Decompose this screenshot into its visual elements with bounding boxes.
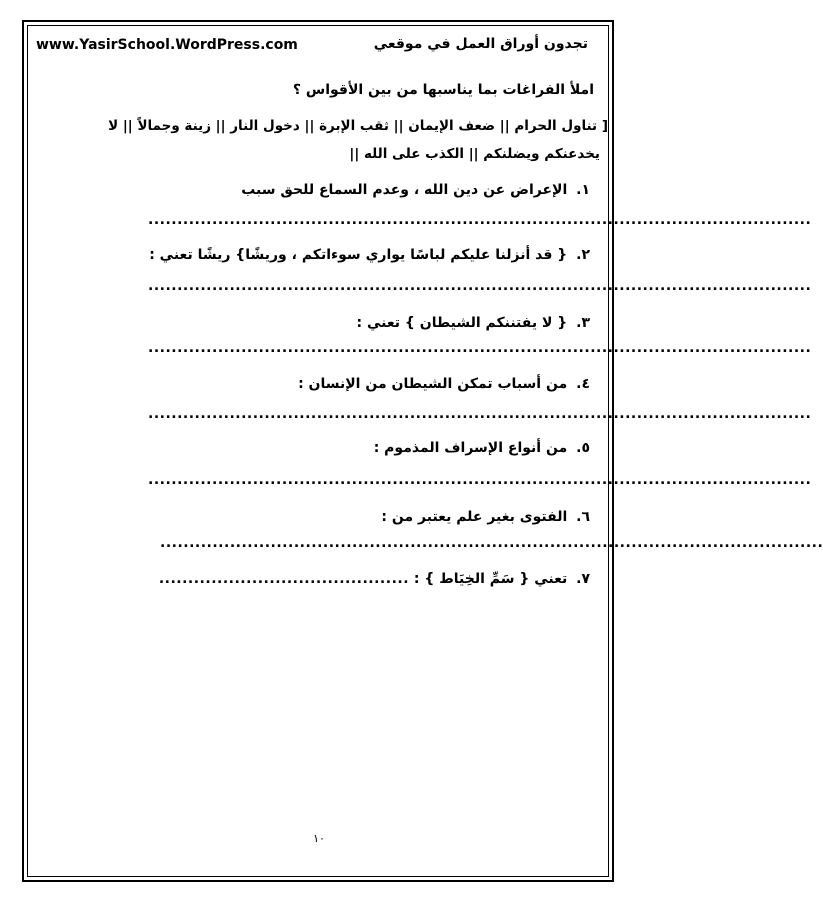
question-7	[159, 571, 590, 587]
question-number: ١.	[576, 182, 590, 198]
site-text: تجدون أوراق العمل في موقعي	[373, 36, 588, 52]
question-number: ٢.	[576, 247, 590, 263]
question-text: الفتوى بغير علم يعتبر من :	[381, 509, 568, 525]
site-url: www.YasirSchool.WordPress.com	[36, 37, 298, 53]
question-2	[149, 247, 590, 263]
question-3	[357, 315, 590, 331]
question-number: ٦.	[576, 509, 590, 525]
question-text: { لا يفتننكم الشيطان } تعني :	[356, 315, 568, 331]
question-number: ٧.	[576, 571, 590, 587]
question-number: ٤.	[576, 376, 590, 392]
question-text: من أسباب تمكن الشيطان من الإنسان :	[298, 376, 568, 392]
answer-line-2: ..................................................................................................................	[148, 278, 812, 294]
question-text: من أنواع الإسراف المذموم :	[373, 440, 568, 456]
question-text: الإعراض عن دين الله ، وعدم السماع للحق سبب	[241, 182, 568, 198]
answer-line-5: ..................................................................................................................	[148, 472, 812, 488]
question-1	[241, 182, 590, 198]
word-bank-line-2: يخدعنكم ويضلنكم || الكذب على الله ||	[349, 146, 600, 162]
answer-line-3: ..................................................................................................................	[148, 340, 812, 356]
word-bank-line-1: [ تناول الحرام || ضعف الإيمان || ثقب الإبرة || دخول النار || زينة وجمالاً || لا	[108, 118, 608, 134]
question-number: ٥.	[576, 440, 590, 456]
question-5	[374, 440, 590, 456]
page-number: ١٠	[313, 832, 325, 845]
answer-line-7: ...........................................	[158, 571, 410, 587]
question-number: ٣.	[576, 315, 590, 331]
answer-line-6: ..................................................................................................................	[160, 535, 823, 551]
question-4	[298, 376, 590, 392]
question-6	[381, 509, 590, 525]
answer-line-1: ..................................................................................................................	[148, 212, 812, 228]
answer-line-4: ..................................................................................................................	[148, 406, 812, 422]
question-text: تعني { سَمِّ الخِيَاط } :	[413, 571, 568, 587]
instruction-text: املأ الفراغات بما يناسبها من بين الأقواس ؟	[292, 82, 594, 98]
question-text: { قد أنزلنا عليكم لباسًا يواري سوءاتكم ، وريشًا} ريشًا تعني :	[149, 247, 568, 263]
